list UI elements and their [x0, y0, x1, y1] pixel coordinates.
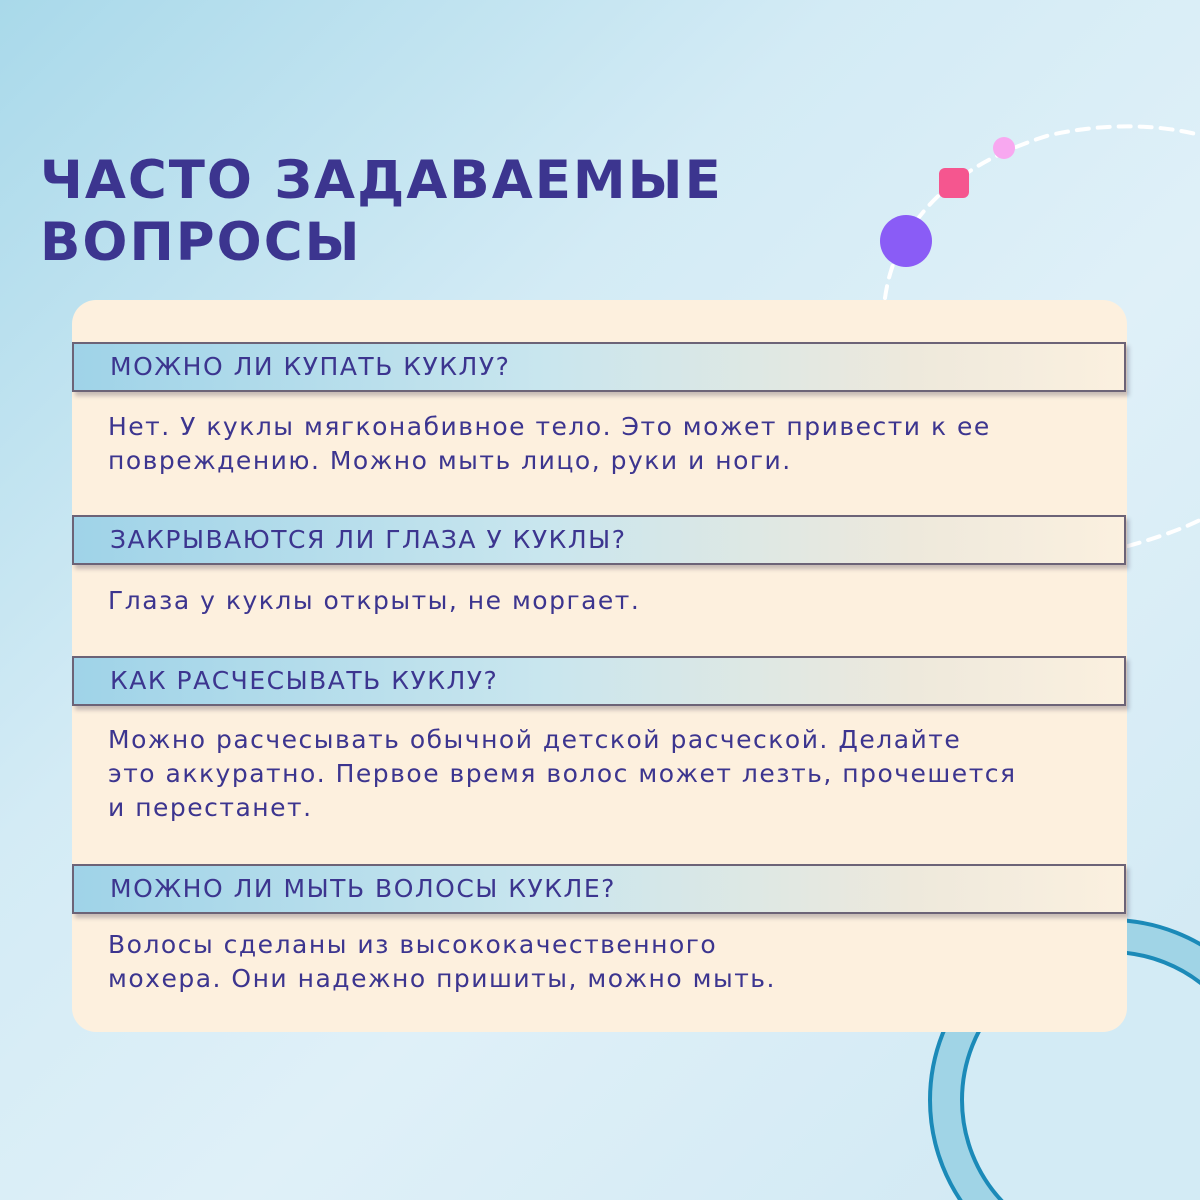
faq-answer-4 [108, 928, 1108, 996]
purple-dot [880, 215, 932, 267]
light-pink-dot [993, 137, 1015, 159]
faq-question-1: МОЖНО ЛИ КУПАТЬ КУКЛУ? [72, 342, 1126, 392]
faq-answer-3-line-2: это аккуратно. Первое время волос может лезть, прочешется [108, 759, 1017, 788]
faq-answer-1 [108, 410, 1108, 478]
dashed-orbit-upper [885, 126, 1200, 298]
pink-square [939, 168, 969, 198]
faq-answer-4-line-1: Волосы сделаны из высококачественного [108, 930, 718, 959]
faq-question-4: МОЖНО ЛИ МЫТЬ ВОЛОСЫ КУКЛЕ? [72, 864, 1126, 914]
faq-question-2: ЗАКРЫВАЮТСЯ ЛИ ГЛАЗА У КУКЛЫ? [72, 515, 1126, 565]
faq-answer-1-line-2: повреждению. Можно мыть лицо, руки и ноги. [108, 446, 792, 475]
faq-answer-2 [108, 584, 1108, 618]
page-title-line-1: ЧАСТО ЗАДАВАЕМЫЕ [40, 150, 723, 211]
faq-answer-3-line-1: Можно расчесывать обычной детской расческой. Делайте [108, 725, 962, 754]
faq-answer-3 [108, 723, 1108, 825]
faq-question-3: КАК РАСЧЕСЫВАТЬ КУКЛУ? [72, 656, 1126, 706]
dashed-orbit-right [1128, 520, 1200, 546]
faq-answer-4-line-2: мохера. Они надежно пришиты, можно мыть. [108, 964, 776, 993]
page-title-line-2: ВОПРОСЫ [40, 212, 362, 273]
faq-answer-2-line-1: Глаза у куклы открыты, не моргает. [108, 586, 641, 615]
page-title [40, 150, 840, 274]
faq-answer-1-line-1: Нет. У куклы мягконабивное тело. Это может привести к ее [108, 412, 991, 441]
faq-answer-3-line-3: и перестанет. [108, 793, 313, 822]
